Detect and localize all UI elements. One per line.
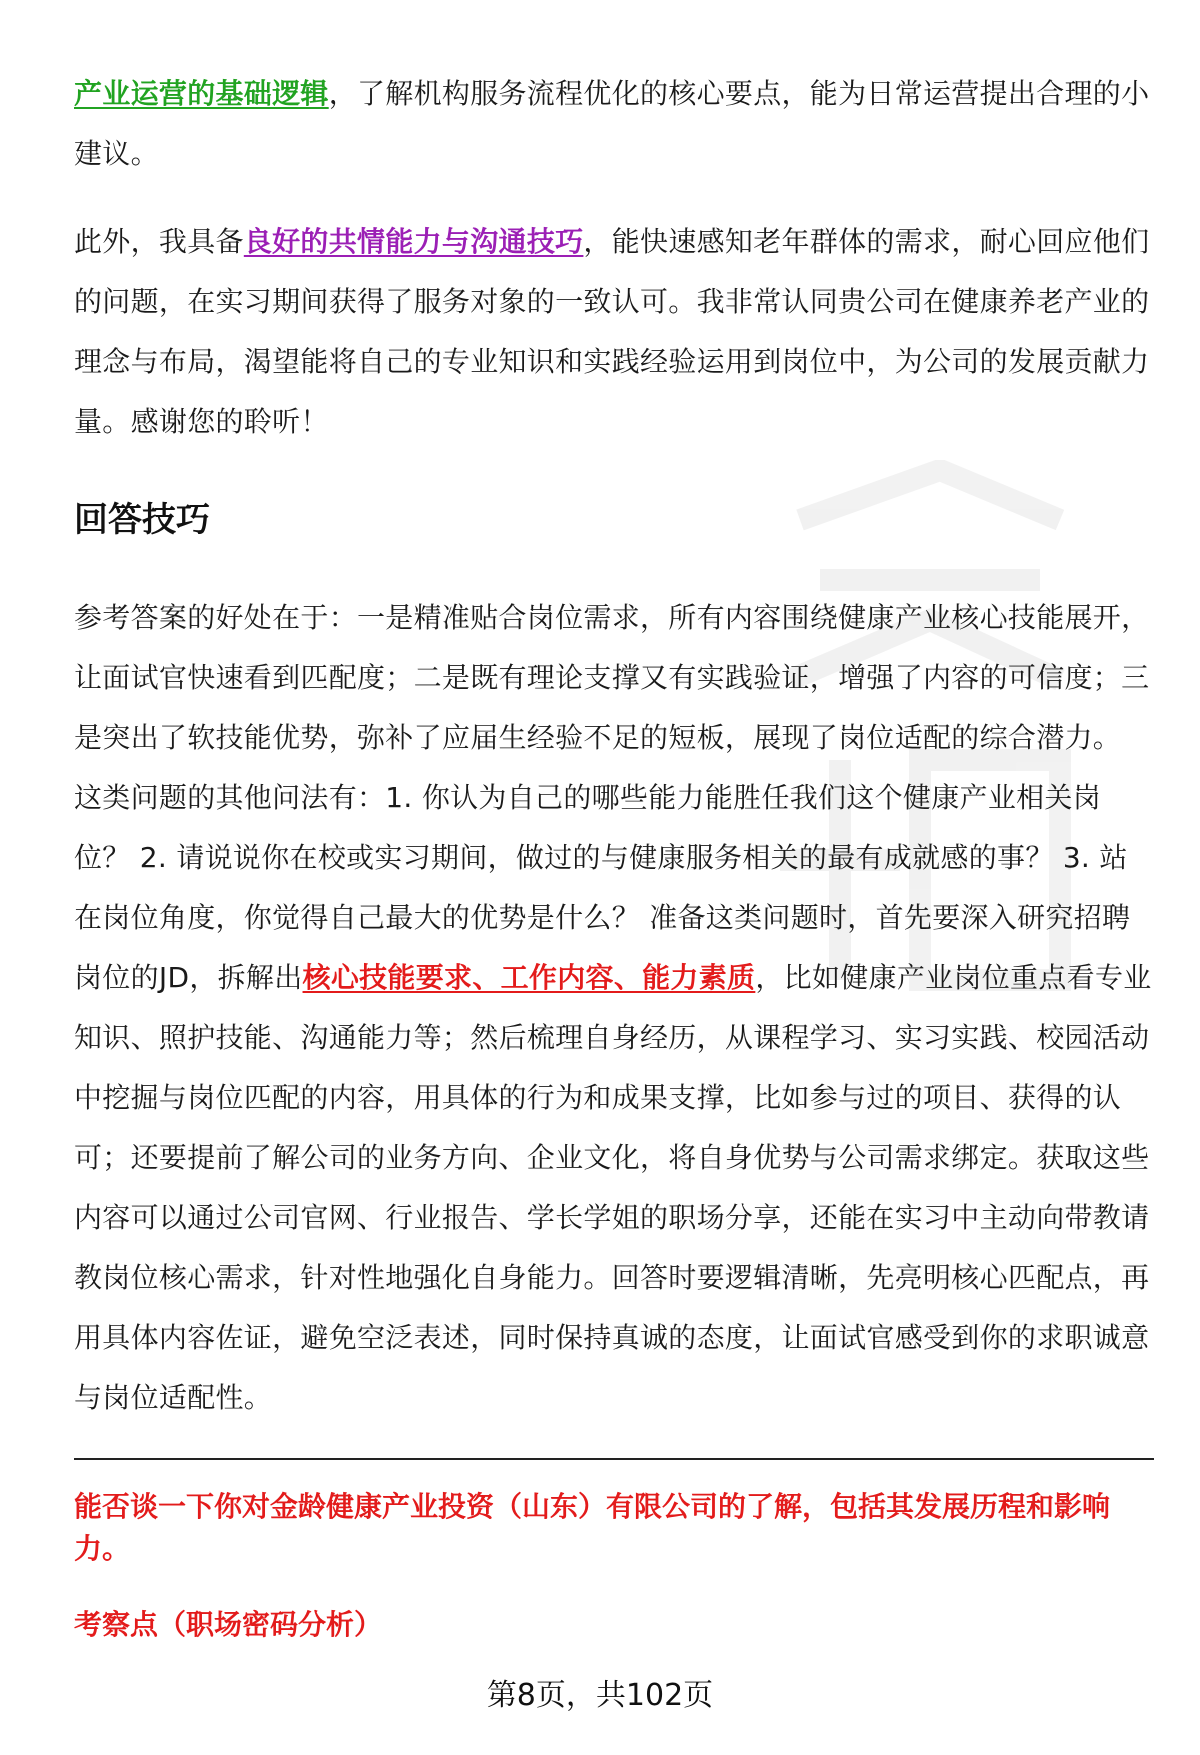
paragraph-answer-tips: [74, 588, 1154, 1428]
highlight-operations-logic: 产业运营的基础逻辑: [74, 77, 329, 110]
paragraph-empathy-after: ，能快速感知老年群体的需求，耐心回应他们的问题，在实习期间获得了服务对象的一致认可。我非常认同贵公司在健康养老产业的理念与布局，渴望能将自己的专业知识和实践经验运用到岗位中，为公司的发展贡献力量。感谢您的聆听！: [74, 225, 1150, 438]
page-number-footer: 第8页，共102页: [486, 1678, 714, 1713]
document-page: [74, 64, 1154, 1646]
highlight-core-skills: 核心技能要求、工作内容、能力素质: [302, 961, 756, 994]
paragraph-operations: [74, 64, 1154, 184]
section-title-answer-tips: 回答技巧: [74, 500, 210, 540]
sub-heading-assessment-point: 考察点（职场密码分析）: [74, 1608, 383, 1641]
interview-question: 能否谈一下你对金龄健康产业投资（山东）有限公司的了解，包括其发展历程和影响力。: [74, 1490, 1111, 1565]
paragraph-empathy: [74, 212, 1154, 452]
paragraph-answer-tips-before: 参考答案的好处在于：一是精准贴合岗位需求，所有内容围绕健康产业核心技能展开，让面试官快速看到匹配度；二是既有理论支撑又有实践验证，增强了内容的可信度；三是突出了软技能优势，弥补了应届生经验不足的短板，展现了岗位适配的综合潜力。 这类问题的其他问法有：1. 你认为自己的哪些能力能胜任我们这个健康产业相关岗位？ 2. 请说说你在校或实习期间，做过的与健康服务相关的最有成就感的事？ 3. 站在岗位角度，你觉得自己最大的优势是什么？ 准备这类问题时，首先要深入研究招聘岗位的JD，拆解出: [74, 601, 1150, 994]
paragraph-answer-tips-after: ，比如健康产业岗位重点看专业知识、照护技能、沟通能力等；然后梳理自身经历，从课程学习、实习实践、校园活动中挖掘与岗位匹配的内容，用具体的行为和成果支撑，比如参与过的项目、获得的认可；还要提前了解公司的业务方向、企业文化，将自身优势与公司需求绑定。获取这些内容可以通过公司官网、行业报告、学长学姐的职场分享，还能在实习中主动向带教请教岗位核心需求，针对性地强化自身能力。回答时要逻辑清晰，先亮明核心匹配点，再用具体内容佐证，避免空泛表述，同时保持真诚的态度，让面试官感受到你的求职诚意与岗位适配性。: [74, 961, 1152, 1414]
paragraph-operations-text: ，了解机构服务流程优化的核心要点，能为日常运营提出合理的小建议。: [74, 77, 1150, 170]
highlight-empathy-communication: 良好的共情能力与沟通技巧: [243, 225, 584, 258]
paragraph-empathy-before: 此外，我具备: [74, 225, 244, 258]
